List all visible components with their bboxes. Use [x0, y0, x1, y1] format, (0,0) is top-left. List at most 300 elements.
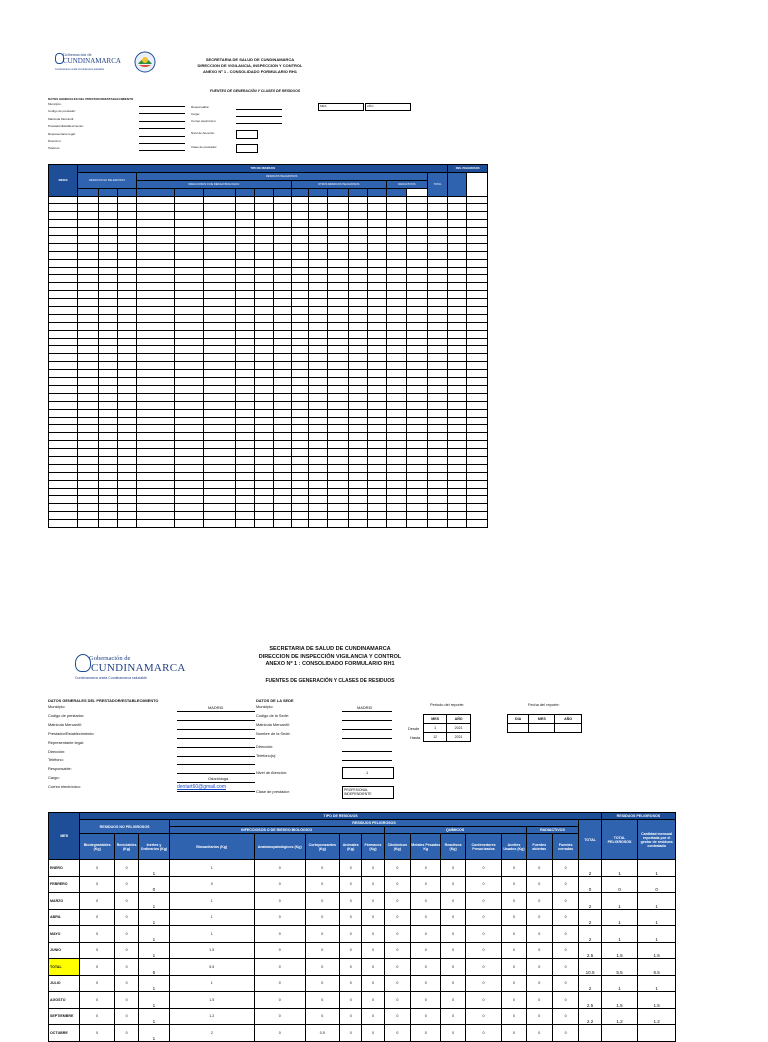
value-cell[interactable]: 1 — [139, 893, 169, 910]
field-line[interactable] — [342, 711, 392, 712]
value-cell[interactable]: 5.5 — [169, 959, 254, 976]
value-cell[interactable]: 0 — [305, 975, 339, 992]
page1-table-cell[interactable] — [49, 346, 78, 354]
page1-table-cell[interactable] — [203, 259, 235, 267]
page1-table-cell[interactable] — [427, 275, 448, 283]
page1-table-cell[interactable] — [328, 322, 348, 330]
page1-table-cell[interactable] — [328, 393, 348, 401]
page1-table-cell[interactable] — [467, 259, 488, 267]
page1-table-cell[interactable] — [309, 409, 328, 417]
page1-table-cell[interactable] — [203, 370, 235, 378]
page1-table-cell[interactable] — [467, 275, 488, 283]
page1-table-cell[interactable] — [348, 504, 367, 512]
page1-table-cell[interactable] — [427, 409, 448, 417]
page1-table-cell[interactable] — [117, 283, 136, 291]
page1-table-cell[interactable] — [78, 338, 98, 346]
page1-table-cell[interactable] — [386, 299, 406, 307]
page1-table-cell[interactable] — [236, 393, 255, 401]
page1-table-cell[interactable] — [49, 259, 78, 267]
page1-table-cell[interactable] — [309, 251, 328, 259]
page1-table-cell[interactable] — [174, 504, 203, 512]
page1-table-cell[interactable] — [98, 228, 117, 236]
page1-table-cell[interactable] — [274, 346, 292, 354]
page1-table-cell[interactable] — [328, 338, 348, 346]
page1-table-cell[interactable] — [427, 204, 448, 212]
value-cell[interactable]: 1 — [638, 893, 676, 910]
page1-table-cell[interactable] — [98, 322, 117, 330]
page1-table-cell[interactable] — [386, 275, 406, 283]
page1-field-line[interactable] — [236, 123, 282, 124]
page1-table-cell[interactable] — [49, 488, 78, 496]
page1-table-cell[interactable] — [78, 220, 98, 228]
page1-table-cell[interactable] — [136, 464, 174, 472]
page1-table-cell[interactable] — [291, 330, 309, 338]
page1-table-cell[interactable] — [291, 480, 309, 488]
page1-table-cell[interactable] — [98, 212, 117, 220]
page1-table-cell[interactable] — [328, 220, 348, 228]
page1-table-cell[interactable] — [98, 480, 117, 488]
value-cell[interactable]: 0 — [552, 876, 578, 893]
page1-table-cell[interactable] — [117, 299, 136, 307]
value-cell[interactable]: 0 — [114, 909, 138, 926]
page1-table-cell[interactable] — [328, 212, 348, 220]
page1-table-cell[interactable] — [427, 370, 448, 378]
field-line[interactable] — [342, 720, 392, 721]
page1-table-cell[interactable] — [467, 307, 488, 315]
page1-table-cell[interactable] — [236, 283, 255, 291]
page1-table-cell[interactable] — [78, 267, 98, 275]
page1-table-cell[interactable] — [386, 330, 406, 338]
page1-table-cell[interactable] — [386, 496, 406, 504]
page1-table-cell[interactable] — [427, 433, 448, 441]
page1-table-cell[interactable] — [98, 307, 117, 315]
page1-table-cell[interactable] — [78, 504, 98, 512]
page1-table-cell[interactable] — [348, 441, 367, 449]
value-cell[interactable]: 0 — [411, 893, 441, 910]
page1-table-cell[interactable] — [407, 520, 427, 528]
page1-table-cell[interactable] — [448, 204, 467, 212]
page1-table-cell[interactable] — [309, 259, 328, 267]
value-cell[interactable]: 0 — [384, 942, 410, 959]
value-cell[interactable]: 0 — [384, 959, 410, 976]
page1-table-cell[interactable] — [236, 196, 255, 204]
page1-table-cell[interactable] — [348, 307, 367, 315]
page1-table-cell[interactable] — [117, 196, 136, 204]
value-cell[interactable]: 0 — [340, 860, 362, 877]
value-cell[interactable]: 0 — [411, 926, 441, 943]
page1-table-cell[interactable] — [49, 417, 78, 425]
page1-field-line[interactable] — [139, 150, 185, 151]
value-cell[interactable]: 0 — [502, 992, 526, 1009]
page1-table-cell[interactable] — [328, 496, 348, 504]
page1-table-cell[interactable] — [291, 472, 309, 480]
page1-table-cell[interactable] — [274, 259, 292, 267]
page1-table-cell[interactable] — [49, 251, 78, 259]
page1-table-cell[interactable] — [367, 449, 386, 457]
page1-table-cell[interactable] — [427, 299, 448, 307]
page1-table-cell[interactable] — [203, 488, 235, 496]
value-cell[interactable]: 0 — [114, 942, 138, 959]
page1-table-cell[interactable] — [407, 220, 427, 228]
page1-table-cell[interactable] — [49, 464, 78, 472]
page1-table-cell[interactable] — [367, 441, 386, 449]
page1-table-cell[interactable] — [136, 307, 174, 315]
page1-table-cell[interactable] — [427, 393, 448, 401]
page1-table-cell[interactable] — [291, 520, 309, 528]
page1-table-cell[interactable] — [309, 228, 328, 236]
page1-table-cell[interactable] — [467, 362, 488, 370]
page1-table-cell[interactable] — [467, 212, 488, 220]
page1-table-cell[interactable] — [386, 512, 406, 520]
value-cell[interactable]: 0 — [114, 860, 138, 877]
page1-table-cell[interactable] — [407, 472, 427, 480]
page1-table-cell[interactable] — [236, 299, 255, 307]
value-cell[interactable]: 0 — [526, 959, 552, 976]
page1-table-cell[interactable] — [98, 354, 117, 362]
page1-table-cell[interactable] — [78, 236, 98, 244]
page1-table-cell[interactable] — [98, 409, 117, 417]
value-cell[interactable]: 0 — [80, 975, 114, 992]
page1-table-cell[interactable] — [448, 338, 467, 346]
value-cell[interactable]: 0 — [362, 942, 384, 959]
page1-table-cell[interactable] — [386, 354, 406, 362]
value-cell[interactable]: 10.5 — [579, 959, 601, 976]
page1-table-cell[interactable] — [386, 464, 406, 472]
page1-table-cell[interactable] — [309, 488, 328, 496]
page1-table-cell[interactable] — [203, 520, 235, 528]
page1-table-cell[interactable] — [274, 520, 292, 528]
page1-table-cell[interactable] — [98, 338, 117, 346]
page1-field-line[interactable] — [236, 109, 282, 110]
page1-table-cell[interactable] — [78, 378, 98, 386]
page1-table-cell[interactable] — [309, 433, 328, 441]
page1-table-cell[interactable] — [348, 212, 367, 220]
page1-table-cell[interactable] — [309, 512, 328, 520]
page1-table-cell[interactable] — [367, 393, 386, 401]
page1-table-cell[interactable] — [203, 425, 235, 433]
page1-table-cell[interactable] — [386, 314, 406, 322]
page1-table-cell[interactable] — [291, 496, 309, 504]
page1-table-cell[interactable] — [136, 283, 174, 291]
page1-table-cell[interactable] — [255, 307, 274, 315]
field-line[interactable] — [342, 729, 392, 730]
page1-table-cell[interactable] — [448, 314, 467, 322]
value-cell[interactable]: 0.5 — [305, 1025, 339, 1042]
page1-table-cell[interactable] — [203, 251, 235, 259]
page1-table-cell[interactable] — [203, 204, 235, 212]
value-cell[interactable]: 0 — [114, 893, 138, 910]
page1-table-cell[interactable] — [467, 441, 488, 449]
page1-table-cell[interactable] — [348, 488, 367, 496]
page1-field-line[interactable] — [139, 143, 185, 144]
value-cell[interactable]: 0 — [340, 1025, 362, 1042]
page1-table-cell[interactable] — [407, 425, 427, 433]
page1-table-cell[interactable] — [174, 425, 203, 433]
page1-table-cell[interactable] — [174, 378, 203, 386]
value-cell[interactable]: 0 — [526, 893, 552, 910]
value-cell[interactable]: 0 — [465, 893, 502, 910]
page1-table-cell[interactable] — [367, 228, 386, 236]
page1-table-cell[interactable] — [407, 299, 427, 307]
page1-table-cell[interactable] — [309, 354, 328, 362]
page1-table-cell[interactable] — [136, 251, 174, 259]
page1-table-cell[interactable] — [236, 346, 255, 354]
page1-table-cell[interactable] — [274, 330, 292, 338]
page1-table-cell[interactable] — [274, 314, 292, 322]
page1-table-cell[interactable] — [203, 393, 235, 401]
page1-table-cell[interactable] — [274, 496, 292, 504]
page1-table-cell[interactable] — [407, 504, 427, 512]
page1-table-cell[interactable] — [117, 488, 136, 496]
value-cell[interactable]: 1.5 — [601, 942, 638, 959]
page1-table-cell[interactable] — [174, 291, 203, 299]
page1-table-cell[interactable] — [427, 259, 448, 267]
page1-table-cell[interactable] — [328, 464, 348, 472]
page1-table-cell[interactable] — [274, 393, 292, 401]
page1-table-cell[interactable] — [78, 433, 98, 441]
page1-table-cell[interactable] — [448, 456, 467, 464]
value-cell[interactable]: 1 — [139, 860, 169, 877]
page1-table-cell[interactable] — [98, 504, 117, 512]
page1-table-cell[interactable] — [448, 417, 467, 425]
page1-table-cell[interactable] — [274, 504, 292, 512]
page1-table-cell[interactable] — [291, 204, 309, 212]
page1-table-cell[interactable] — [236, 417, 255, 425]
page1-table-cell[interactable] — [203, 504, 235, 512]
page1-table-cell[interactable] — [291, 385, 309, 393]
page1-table-cell[interactable] — [49, 456, 78, 464]
value-cell[interactable]: 1 — [139, 909, 169, 926]
value-cell[interactable]: 0 — [362, 975, 384, 992]
page1-table-cell[interactable] — [467, 204, 488, 212]
page1-table-cell[interactable] — [78, 488, 98, 496]
value-cell[interactable]: 1 — [139, 992, 169, 1009]
page1-table-cell[interactable] — [427, 267, 448, 275]
page1-table-cell[interactable] — [348, 425, 367, 433]
page1-table-cell[interactable] — [255, 259, 274, 267]
page1-table-cell[interactable] — [98, 299, 117, 307]
page1-table-cell[interactable] — [348, 346, 367, 354]
page1-table-cell[interactable] — [236, 449, 255, 457]
page1-table-cell[interactable] — [49, 283, 78, 291]
page1-table-cell[interactable] — [78, 393, 98, 401]
page1-table-cell[interactable] — [386, 243, 406, 251]
value-cell[interactable]: 0 — [465, 1008, 502, 1025]
value-cell[interactable]: 1 — [601, 860, 638, 877]
page1-table-cell[interactable] — [274, 299, 292, 307]
value-cell[interactable]: 0 — [411, 942, 441, 959]
page1-table-cell[interactable] — [309, 362, 328, 370]
page1-field-line[interactable] — [139, 121, 185, 122]
value-cell[interactable]: 0 — [526, 909, 552, 926]
value-cell[interactable]: 0 — [362, 959, 384, 976]
value-cell[interactable]: 0 — [465, 942, 502, 959]
page1-table-cell[interactable] — [117, 236, 136, 244]
value-cell[interactable]: 1 — [169, 926, 254, 943]
page1-table-cell[interactable] — [78, 291, 98, 299]
page1-table-cell[interactable] — [328, 370, 348, 378]
page1-table-cell[interactable] — [291, 212, 309, 220]
page1-table-cell[interactable] — [78, 251, 98, 259]
page1-table-cell[interactable] — [407, 251, 427, 259]
page1-table-cell[interactable] — [203, 464, 235, 472]
page1-table-cell[interactable] — [49, 243, 78, 251]
page1-table-cell[interactable] — [236, 425, 255, 433]
page1-table-cell[interactable] — [136, 228, 174, 236]
page1-table-cell[interactable] — [255, 362, 274, 370]
page1-table-cell[interactable] — [348, 338, 367, 346]
page1-table-cell[interactable] — [136, 425, 174, 433]
page1-table-cell[interactable] — [448, 228, 467, 236]
page1-table-cell[interactable] — [328, 275, 348, 283]
value-cell[interactable]: 0 — [465, 959, 502, 976]
value-cell[interactable]: 0 — [254, 975, 305, 992]
value-cell[interactable]: 2 — [579, 909, 601, 926]
page1-table-cell[interactable] — [291, 417, 309, 425]
periodo-desde-anio[interactable]: 2021 — [447, 724, 471, 733]
page1-table-cell[interactable] — [117, 480, 136, 488]
page1-table-cell[interactable] — [174, 212, 203, 220]
page1-table-cell[interactable] — [49, 401, 78, 409]
page1-table-cell[interactable] — [136, 220, 174, 228]
page1-table-cell[interactable] — [203, 401, 235, 409]
page1-table-cell[interactable] — [386, 409, 406, 417]
page1-table-cell[interactable] — [348, 472, 367, 480]
page1-table-cell[interactable] — [174, 449, 203, 457]
page1-table-cell[interactable] — [136, 449, 174, 457]
page1-table-cell[interactable] — [274, 417, 292, 425]
value-cell[interactable]: 0 — [502, 959, 526, 976]
page1-table-cell[interactable] — [386, 378, 406, 386]
page1-table-cell[interactable] — [203, 441, 235, 449]
value-cell[interactable]: 0 — [465, 1025, 502, 1042]
page1-table-cell[interactable] — [236, 409, 255, 417]
value-cell[interactable]: 0 — [362, 876, 384, 893]
page1-table-cell[interactable] — [136, 267, 174, 275]
page1-table-cell[interactable] — [136, 275, 174, 283]
page1-table-cell[interactable] — [136, 409, 174, 417]
page1-table-cell[interactable] — [78, 456, 98, 464]
page1-table-cell[interactable] — [236, 267, 255, 275]
page1-table-cell[interactable] — [98, 464, 117, 472]
page1-table-cell[interactable] — [291, 220, 309, 228]
page1-table-cell[interactable] — [236, 433, 255, 441]
value-cell[interactable]: 0 — [411, 992, 441, 1009]
page1-table-cell[interactable] — [328, 291, 348, 299]
page1-table-cell[interactable] — [274, 354, 292, 362]
page1-table-cell[interactable] — [309, 401, 328, 409]
page1-table-cell[interactable] — [367, 204, 386, 212]
page1-table-cell[interactable] — [255, 228, 274, 236]
page1-table-cell[interactable] — [407, 283, 427, 291]
page1-table-cell[interactable] — [98, 488, 117, 496]
value-cell[interactable]: 2 — [579, 893, 601, 910]
page1-table-cell[interactable] — [427, 417, 448, 425]
page1-table-cell[interactable] — [49, 307, 78, 315]
page1-table-cell[interactable] — [203, 496, 235, 504]
page1-table-cell[interactable] — [274, 251, 292, 259]
page1-table-cell[interactable] — [117, 409, 136, 417]
page1-table-cell[interactable] — [309, 456, 328, 464]
page1-table-cell[interactable] — [309, 496, 328, 504]
value-cell[interactable]: 0 — [526, 992, 552, 1009]
page1-table-cell[interactable] — [255, 299, 274, 307]
page1-table-cell[interactable] — [203, 433, 235, 441]
page1-table-cell[interactable] — [49, 196, 78, 204]
page1-table-cell[interactable] — [236, 307, 255, 315]
page1-table-cell[interactable] — [136, 236, 174, 244]
page1-table-cell[interactable] — [291, 456, 309, 464]
page1-table-cell[interactable] — [117, 433, 136, 441]
page1-table-cell[interactable] — [367, 196, 386, 204]
page1-table-cell[interactable] — [174, 196, 203, 204]
page1-table-cell[interactable] — [291, 401, 309, 409]
page1-table-cell[interactable] — [117, 307, 136, 315]
page1-table-cell[interactable] — [98, 512, 117, 520]
page1-table-cell[interactable] — [203, 354, 235, 362]
page1-table-cell[interactable] — [78, 212, 98, 220]
page1-table-cell[interactable] — [348, 362, 367, 370]
page1-table-cell[interactable] — [174, 488, 203, 496]
page1-table-cell[interactable] — [255, 236, 274, 244]
page1-table-cell[interactable] — [427, 322, 448, 330]
page1-table-cell[interactable] — [255, 441, 274, 449]
page1-table-cell[interactable] — [49, 472, 78, 480]
page1-table-cell[interactable] — [348, 378, 367, 386]
value-cell[interactable]: 0 — [362, 926, 384, 943]
value-cell[interactable]: 1 — [139, 942, 169, 959]
page1-table-cell[interactable] — [174, 338, 203, 346]
value-cell[interactable]: 0 — [362, 1008, 384, 1025]
page1-table-cell[interactable] — [328, 267, 348, 275]
page1-table-cell[interactable] — [78, 449, 98, 457]
page1-table-cell[interactable] — [427, 362, 448, 370]
page1-table-cell[interactable] — [255, 480, 274, 488]
page1-table-cell[interactable] — [427, 520, 448, 528]
page1-table-cell[interactable] — [407, 409, 427, 417]
page1-table-cell[interactable] — [98, 283, 117, 291]
page1-table-cell[interactable] — [467, 433, 488, 441]
page1-table-cell[interactable] — [236, 291, 255, 299]
page1-table-cell[interactable] — [49, 449, 78, 457]
page1-table-cell[interactable] — [117, 456, 136, 464]
page1-table-cell[interactable] — [348, 520, 367, 528]
page1-table-cell[interactable] — [427, 243, 448, 251]
page1-table-cell[interactable] — [367, 291, 386, 299]
page1-table-cell[interactable] — [328, 228, 348, 236]
page1-table-cell[interactable] — [407, 307, 427, 315]
page1-table-cell[interactable] — [348, 370, 367, 378]
value-cell[interactable]: 0 — [305, 860, 339, 877]
page1-table-cell[interactable] — [174, 259, 203, 267]
value-cell[interactable]: 0 — [362, 992, 384, 1009]
page1-table-cell[interactable] — [407, 267, 427, 275]
page1-table-cell[interactable] — [78, 425, 98, 433]
page1-table-cell[interactable] — [274, 283, 292, 291]
page1-table-cell[interactable] — [291, 441, 309, 449]
page1-table-cell[interactable] — [78, 354, 98, 362]
page1-table-cell[interactable] — [136, 417, 174, 425]
page1-table-cell[interactable] — [78, 330, 98, 338]
page1-table-cell[interactable] — [427, 354, 448, 362]
page1-table-cell[interactable] — [448, 354, 467, 362]
page1-table-cell[interactable] — [407, 322, 427, 330]
field-line[interactable] — [177, 764, 255, 765]
page1-table-cell[interactable] — [49, 433, 78, 441]
value-cell[interactable] — [601, 1025, 638, 1042]
value-cell[interactable]: 5 — [139, 959, 169, 976]
page1-table-cell[interactable] — [427, 212, 448, 220]
